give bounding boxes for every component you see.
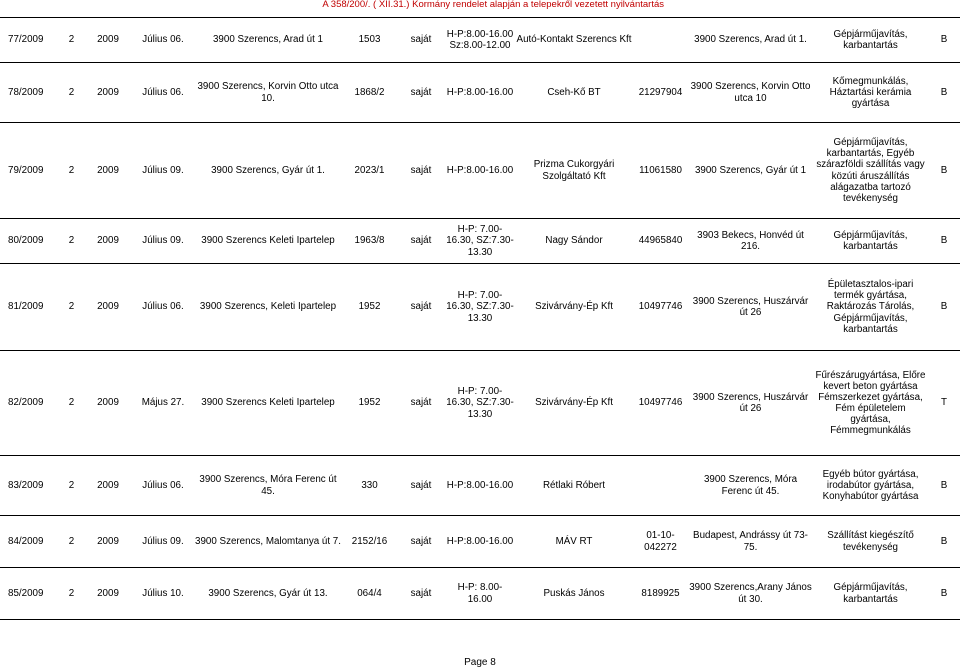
cell-type-code: 2 [59,219,84,264]
cell-registration-number: 44965840 [633,219,688,264]
cell-ownership: saját [397,264,445,351]
cell-type-code: 2 [59,568,84,620]
cell-activity: Szállítást kiegészítő tevékenység [813,516,928,568]
cell-category: B [928,568,960,620]
cell-date: Július 06. [132,264,194,351]
cell-type-code: 2 [59,516,84,568]
table-row [0,516,960,568]
cell-lot-number: 1963/8 [342,219,397,264]
cell-site-address: 3900 Szerencs, Korvin Otto utca 10. [194,63,342,123]
cell-type-code: 2 [59,18,84,63]
cell-date: Július 06. [132,18,194,63]
cell-ownership: saját [397,18,445,63]
cell-registry-number: 77/2009 [0,18,59,63]
cell-operator-name: Puskás János [515,568,633,620]
cell-operator-address: 3900 Szerencs, Gyár út 1 [688,123,813,219]
cell-activity: Fűrészárugyártása, Előre kevert beton gyártása Fémszerkezet gyártása, Fém épületelem gyártása, Fémmegmunkálás [813,351,928,456]
cell-activity: Épületasztalos-ipari termék gyártása, Raktározás Tárolás, Gépjárműjavítás, karbantartás [813,264,928,351]
cell-registry-number: 85/2009 [0,568,59,620]
cell-ownership: saját [397,456,445,516]
cell-ownership: saját [397,351,445,456]
page-header [0,0,960,9]
cell-registry-number: 80/2009 [0,219,59,264]
cell-operator-address: 3900 Szerencs, Huszárvár út 26 [688,351,813,456]
cell-opening-hours: H-P: 8.00-16.00 [445,568,515,620]
cell-registration-number [633,18,688,63]
cell-lot-number: 1952 [342,264,397,351]
cell-lot-number: 1503 [342,18,397,63]
cell-registration-number: 10497746 [633,264,688,351]
cell-operator-address: Budapest, Andrássy út 73-75. [688,516,813,568]
table-row [0,351,960,456]
cell-year: 2009 [84,568,132,620]
cell-site-address: 3900 Szerencs, Keleti Ipartelep [194,264,342,351]
cell-date: Július 09. [132,219,194,264]
cell-registration-number: 8189925 [633,568,688,620]
cell-year: 2009 [84,219,132,264]
cell-registry-number: 79/2009 [0,123,59,219]
table-row [0,123,960,219]
cell-activity: Gépjárműjavítás, karbantartás [813,219,928,264]
cell-registry-number: 81/2009 [0,264,59,351]
table-row [0,568,960,620]
cell-registry-number: 83/2009 [0,456,59,516]
cell-operator-address: 3900 Szerencs,Arany János út 30. [688,568,813,620]
cell-category: B [928,63,960,123]
cell-year: 2009 [84,351,132,456]
cell-registry-number: 78/2009 [0,63,59,123]
cell-activity: Gépjárműjavítás, karbantartás [813,568,928,620]
cell-category: B [928,456,960,516]
cell-operator-address: 3900 Szerencs, Arad út 1. [688,18,813,63]
table-row [0,219,960,264]
cell-ownership: saját [397,516,445,568]
cell-category: B [928,18,960,63]
cell-ownership: saját [397,63,445,123]
cell-operator-name: Szivárvány-Ép Kft [515,351,633,456]
cell-lot-number: 2152/16 [342,516,397,568]
cell-site-address: 3900 Szerencs, Malomtanya út 7. [194,516,342,568]
cell-lot-number: 064/4 [342,568,397,620]
registry-table [0,17,960,620]
cell-category: T [928,351,960,456]
cell-site-address: 3900 Szerencs, Gyár út 1. [194,123,342,219]
cell-site-address: 3900 Szerencs Keleti Ipartelep [194,351,342,456]
cell-ownership: saját [397,219,445,264]
cell-operator-name: Cseh-Kő BT [515,63,633,123]
cell-operator-address: 3900 Szerencs, Huszárvár út 26 [688,264,813,351]
cell-year: 2009 [84,456,132,516]
cell-year: 2009 [84,63,132,123]
cell-operator-name: Rétlaki Róbert [515,456,633,516]
cell-year: 2009 [84,264,132,351]
cell-site-address: 3900 Szerencs, Arad út 1 [194,18,342,63]
cell-type-code: 2 [59,123,84,219]
cell-opening-hours: H-P:8.00-16.00 [445,516,515,568]
cell-site-address: 3900 Szerencs, Gyár út 13. [194,568,342,620]
cell-operator-name: Nagy Sándor [515,219,633,264]
page-footer [0,657,960,668]
cell-operator-name: Szivárvány-Ép Kft [515,264,633,351]
cell-year: 2009 [84,18,132,63]
cell-opening-hours: H-P:8.00-16.00 Sz:8.00-12.00 [445,18,515,63]
cell-operator-address: 3903 Bekecs, Honvéd út 216. [688,219,813,264]
table-row [0,18,960,63]
cell-category: B [928,123,960,219]
cell-date: Július 09. [132,516,194,568]
cell-ownership: saját [397,568,445,620]
cell-lot-number: 330 [342,456,397,516]
cell-year: 2009 [84,516,132,568]
table-row [0,456,960,516]
cell-operator-address: 3900 Szerencs, Móra Ferenc út 45. [688,456,813,516]
cell-date: Július 10. [132,568,194,620]
cell-operator-address: 3900 Szerencs, Korvin Otto utca 10 [688,63,813,123]
header-text: A 358/200/. ( XII.31.) Kormány rendelet alapján a telepekről vezetett nyilvántartás [322,0,664,9]
cell-type-code: 2 [59,456,84,516]
cell-ownership: saját [397,123,445,219]
cell-activity: Kőmegmunkálás, Háztartási kerámia gyártása [813,63,928,123]
cell-opening-hours: H-P:8.00-16.00 [445,123,515,219]
cell-date: Július 09. [132,123,194,219]
cell-date: Május 27. [132,351,194,456]
cell-opening-hours: H-P:8.00-16.00 [445,456,515,516]
cell-opening-hours: H-P: 7.00-16.30, SZ:7.30-13.30 [445,219,515,264]
cell-opening-hours: H-P:8.00-16.00 [445,63,515,123]
cell-category: B [928,219,960,264]
cell-opening-hours: H-P: 7.00-16.30, SZ:7.30-13.30 [445,264,515,351]
cell-registration-number: 11061580 [633,123,688,219]
cell-opening-hours: H-P: 7.00-16.30, SZ:7.30-13.30 [445,351,515,456]
cell-activity: Egyéb bútor gyártása, irodabútor gyártása, Konyhabútor gyártása [813,456,928,516]
cell-category: B [928,264,960,351]
cell-registration-number: 10497746 [633,351,688,456]
cell-date: Július 06. [132,456,194,516]
cell-lot-number: 2023/1 [342,123,397,219]
page-number: Page 8 [464,657,496,668]
cell-year: 2009 [84,123,132,219]
cell-type-code: 2 [59,264,84,351]
cell-type-code: 2 [59,351,84,456]
cell-registration-number [633,456,688,516]
cell-activity: Gépjárműjavítás, karbantartás, Egyéb szárazföldi szállítás vagy közúti áruszállítás alágazatba tartozó tevékenység [813,123,928,219]
cell-site-address: 3900 Szerencs, Móra Ferenc út 45. [194,456,342,516]
table-row [0,264,960,351]
cell-registration-number: 01-10-042272 [633,516,688,568]
cell-lot-number: 1868/2 [342,63,397,123]
cell-registry-number: 82/2009 [0,351,59,456]
cell-lot-number: 1952 [342,351,397,456]
cell-registration-number: 21297904 [633,63,688,123]
cell-date: Július 06. [132,63,194,123]
cell-category: B [928,516,960,568]
cell-operator-name: MÁV RT [515,516,633,568]
cell-type-code: 2 [59,63,84,123]
cell-activity: Gépjárműjavítás, karbantartás [813,18,928,63]
cell-operator-name: Autó-Kontakt Szerencs Kft [515,18,633,63]
cell-operator-name: Prizma Cukorgyári Szolgáltató Kft [515,123,633,219]
cell-site-address: 3900 Szerencs Keleti Ipartelep [194,219,342,264]
cell-registry-number: 84/2009 [0,516,59,568]
table-row [0,63,960,123]
